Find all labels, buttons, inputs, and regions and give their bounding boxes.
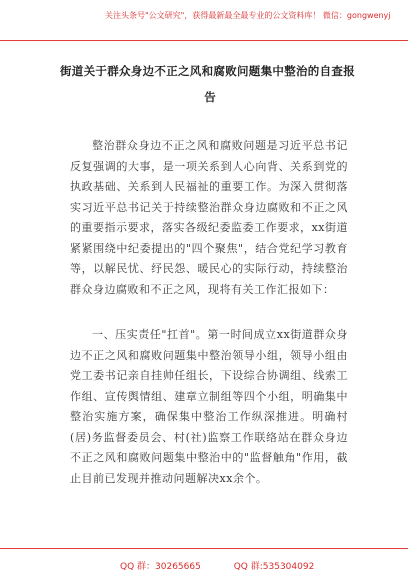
footer-bar [0, 548, 408, 581]
promo-text: 关注头条号"公文研究"，获得最新最全最专业的公文资料库！ 微信：gongwenyj [105, 11, 391, 20]
title-line-1: 街道关于群众身边不正之风和腐败问题集中整治的自查报 [60, 64, 355, 78]
intro-paragraph: 整治群众身边不正之风和腐败问题是习近平总书记反复强调的大事，是一项关系到人心向背、关系到党的执政基础、关系到人民福祉的重要工作。为深入贯彻落实习近平总书记关于持续整治群众身边腐败和不正之风的重要指示要求，落实各级纪委监委工作要求，xx街道紧紧围绕中纪委提出的"四个聚焦"，结合党纪学习教育等，以解民忧、纾民怨、暖民心的实际行动，持续整治群众身边腐败和不正之风，现将有关工作汇报如下： [70, 139, 348, 296]
header-banner [0, 0, 408, 41]
title-line-2: 告 [204, 90, 216, 104]
footer-contact [120, 559, 344, 572]
section-one-paragraph: 一、压实责任"扛首"。第一时间成立xx街道群众身边不正之风和腐败问题集中整治领导小组，领导小组由党工委书记亲自挂帅任组长，下设综合协调组、线索工作组、宣传舆情组、建章立制组等四个小组，明确集中整治实施方案，确保集中整治工作纵深推进。明确村(居)务监督委员会、村(社)监察工作联络站在群众身边不正之风和腐败问题集中整治中的"监督触角"作用，截止目前已发现并推动问题解决xx余个。 [70, 328, 348, 485]
document-title [60, 58, 360, 110]
qq-group-1: QQ 群：30265665 [120, 562, 201, 572]
qq-group-2: QQ 群:535304092 [233, 562, 315, 572]
